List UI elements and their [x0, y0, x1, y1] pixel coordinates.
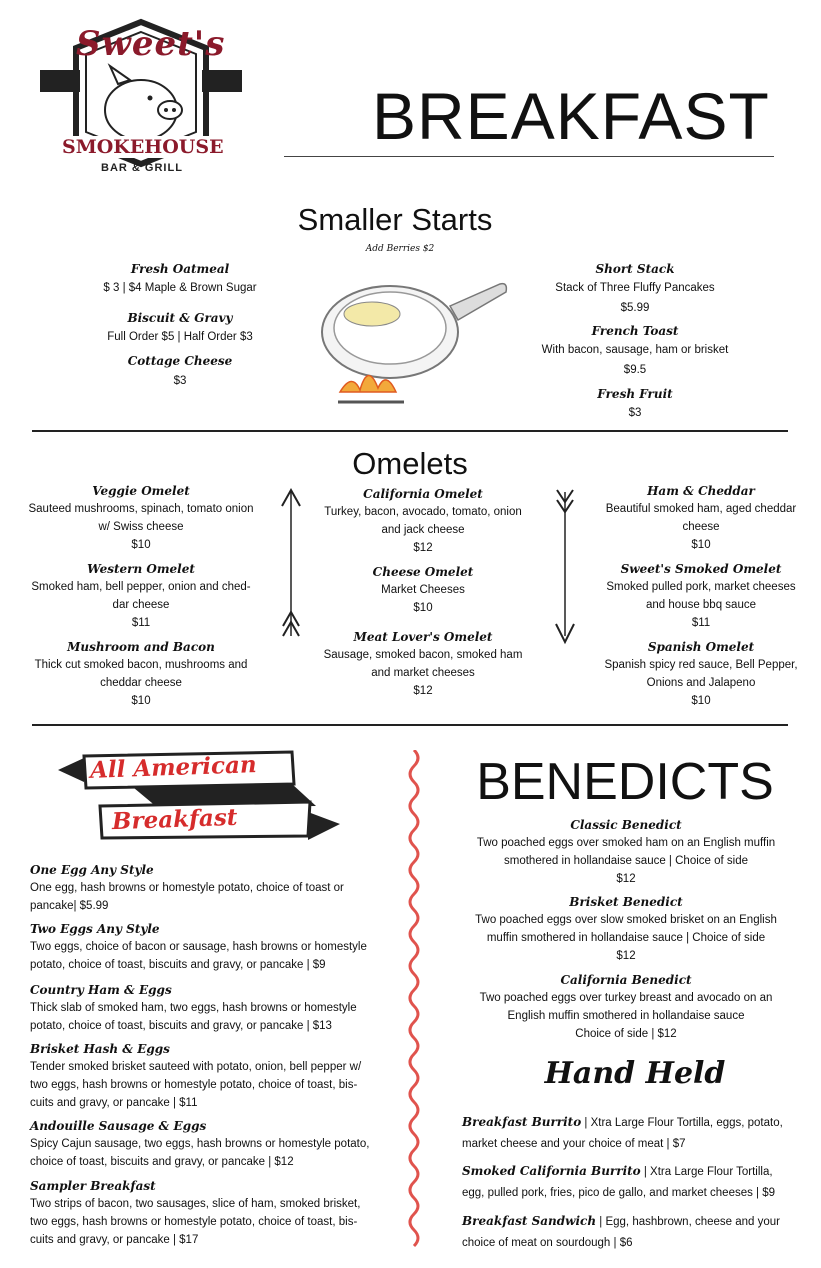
hand-held-heading: Hand Held — [544, 1056, 726, 1091]
list-item — [598, 638, 804, 710]
item-name: Ham & Cheddar — [647, 484, 755, 498]
item-desc: Full Order $5 | Half Order $3 — [107, 331, 253, 343]
item-desc: | Egg, hashbrown, cheese and your choice of meat on sourdough | $6 — [462, 1216, 781, 1249]
item-name: Western Omelet — [87, 562, 195, 576]
item-desc: Spanish spicy red sauce, Bell Pepper, Onions and Jalapeno — [604, 659, 798, 689]
item-name: Short Stack — [595, 262, 675, 276]
item-price: $12 — [616, 950, 636, 962]
smaller-starts-heading: Smaller Starts — [297, 202, 493, 237]
list-item — [80, 309, 280, 347]
item-name: Biscuit & Gravy — [127, 311, 233, 325]
item-desc: Two eggs, choice of bacon or sausage, hash browns or homestyle potato, choice of toast, biscuits and gravy, or pancake | $9 — [30, 941, 367, 971]
item-text — [462, 1113, 792, 1155]
item-desc: | Xtra Large Flour Tortilla, eggs, potato, market cheese and your choice of meat | $7 — [462, 1117, 783, 1150]
item-desc: $3 — [173, 375, 187, 387]
item-price: Choice of side | $12 — [575, 1028, 677, 1040]
item-name: Cottage Cheese — [127, 354, 233, 368]
list-item — [30, 1177, 370, 1249]
list-item — [30, 1040, 370, 1112]
item-desc: $3 — [628, 407, 642, 419]
item-desc: Turkey, bacon, avocado, tomato, onion and jack cheese — [324, 506, 522, 536]
item-desc: Sauteed mushrooms, spinach, tomato onion w/ Swiss cheese — [28, 503, 254, 533]
item-name: Country Ham & Eggs — [30, 983, 172, 997]
section-divider — [32, 724, 788, 726]
item-desc: Stack of Three Fluffy Pancakes — [555, 282, 715, 294]
item-desc: | Xtra Large Flour Tortilla, egg, pulled pork, fries, pico de gallo, and market cheeses | $9 — [462, 1166, 776, 1199]
list-item — [598, 560, 804, 632]
item-price: $12 — [413, 542, 433, 554]
list-item — [462, 1113, 792, 1155]
item-price: $10 — [413, 602, 433, 614]
logo — [38, 18, 244, 183]
item-name: Brisket Benedict — [569, 895, 683, 909]
item-name: Brisket Hash & Eggs — [30, 1042, 170, 1056]
wavy-divider — [404, 750, 424, 1250]
item-desc: Thick cut smoked bacon, mushrooms and cheddar cheese — [34, 659, 248, 689]
item-name: Sweet's Smoked Omelet — [620, 562, 782, 576]
list-item — [80, 352, 280, 392]
item-desc: Smoked pulled pork, market cheeses and house bbq sauce — [606, 581, 796, 611]
item-name: One Egg Any Style — [30, 863, 154, 877]
banner-line-1: All American — [89, 751, 258, 784]
item-text — [462, 1212, 792, 1254]
benedicts-heading: BENEDICTS — [476, 753, 774, 811]
list-item — [80, 260, 280, 298]
smaller-starts-note: Add Berries $2 — [365, 244, 435, 254]
frying-pan-icon — [300, 262, 515, 422]
item-name: Two Eggs Any Style — [30, 922, 160, 936]
item-price: $12 — [413, 685, 433, 697]
omelets-heading: Omelets — [352, 446, 468, 481]
item-desc: Smoked ham, bell pepper, onion and ched-dar cheese — [31, 581, 251, 611]
item-name: Smoked California Burrito — [462, 1164, 641, 1178]
list-item — [316, 628, 530, 700]
list-item — [30, 861, 370, 915]
list-item — [316, 563, 530, 617]
item-price: $11 — [131, 617, 151, 629]
arrow-up-icon — [278, 486, 304, 648]
item-name: Mushroom and Bacon — [67, 640, 215, 654]
list-item — [316, 485, 530, 557]
list-item — [26, 638, 256, 710]
arrow-down-icon — [552, 486, 578, 648]
item-name: Sampler Breakfast — [30, 1179, 156, 1193]
item-desc: Market Cheeses — [381, 584, 465, 596]
item-desc: Two poached eggs over smoked ham on an English muffin smothered in hollandaise sauce | Choice of side — [476, 837, 776, 867]
item-desc: Thick slab of smoked ham, two eggs, hash browns or homestyle potato, choice of toast, biscuits and gravy, or pancake | $13 — [30, 1002, 357, 1032]
list-item — [598, 482, 804, 554]
list-item — [26, 560, 256, 632]
item-desc: Beautiful smoked ham, aged cheddar cheese — [605, 503, 797, 533]
item-desc: $ 3 | $4 Maple & Brown Sugar — [103, 282, 257, 294]
list-item — [30, 920, 370, 974]
item-name: Fresh Oatmeal — [130, 262, 230, 276]
logo-sub: BAR & GRILL — [101, 162, 183, 174]
list-item — [462, 1162, 792, 1204]
item-price: $12 — [616, 873, 636, 885]
list-item — [26, 482, 256, 554]
list-item — [460, 893, 792, 965]
banner-line-2: Breakfast — [111, 803, 238, 836]
item-price: $5.99 — [620, 302, 650, 314]
item-name: Fresh Fruit — [597, 387, 673, 401]
item-name: Breakfast Burrito — [462, 1115, 582, 1129]
item-name: California Benedict — [560, 973, 692, 987]
item-price: $11 — [691, 617, 711, 629]
list-item — [460, 971, 792, 1043]
item-name: Breakfast Sandwich — [462, 1214, 597, 1228]
item-name: Classic Benedict — [570, 818, 682, 832]
logo-script-name: Sweet's — [76, 24, 226, 64]
item-name: California Omelet — [363, 487, 483, 501]
item-desc: Two strips of bacon, two sausages, slice of ham, smoked brisket, two eggs, hash browns or homestyle potato, choice of toast, bis-cuits and gravy, or pancake | $17 — [30, 1198, 361, 1246]
item-price: $9.5 — [623, 364, 647, 376]
item-text — [462, 1162, 792, 1204]
item-desc: One egg, hash browns or homestyle potato, choice of toast or pancake| $5.99 — [30, 882, 344, 912]
title-divider — [284, 156, 774, 157]
item-name: Cheese Omelet — [372, 565, 474, 579]
item-name: Andouille Sausage & Eggs — [30, 1119, 207, 1133]
item-desc: Spicy Cajun sausage, two eggs, hash browns or homestyle potato, choice of toast, biscuits and gravy, or pancake | $12 — [30, 1138, 370, 1168]
item-name: Meat Lover's Omelet — [353, 630, 493, 644]
list-item — [30, 1117, 370, 1171]
list-item — [520, 260, 750, 318]
list-item — [460, 816, 792, 888]
list-item — [520, 385, 750, 423]
list-item — [462, 1212, 792, 1254]
list-item — [520, 322, 750, 380]
item-desc: With bacon, sausage, ham or brisket — [541, 344, 729, 356]
item-name: Veggie Omelet — [92, 484, 190, 498]
item-name: Spanish Omelet — [647, 640, 755, 654]
item-name: French Toast — [591, 324, 679, 338]
item-price: $10 — [131, 695, 151, 707]
item-desc: Two poached eggs over slow smoked brisket on an English muffin smothered in hollandaise sauce | Choice of side — [475, 914, 777, 944]
list-item — [30, 981, 370, 1035]
item-desc: Sausage, smoked bacon, smoked ham and market cheeses — [323, 649, 523, 679]
item-price: $10 — [131, 539, 151, 551]
item-desc: Tender smoked brisket sauteed with potato, onion, bell pepper w/ two eggs, hash browns or homestyle potato, choice of toast, bis-cuits and gravy, or pancake | $11 — [30, 1061, 362, 1109]
page-title: BREAKFAST — [372, 79, 770, 153]
item-price: $10 — [691, 539, 711, 551]
item-desc: Two poached eggs over turkey breast and avocado on an English muffin smothered in hollandaise sauce — [479, 992, 773, 1022]
section-divider — [32, 430, 788, 432]
logo-brand: SMOKEHOUSE — [62, 136, 224, 158]
item-price: $10 — [691, 695, 711, 707]
